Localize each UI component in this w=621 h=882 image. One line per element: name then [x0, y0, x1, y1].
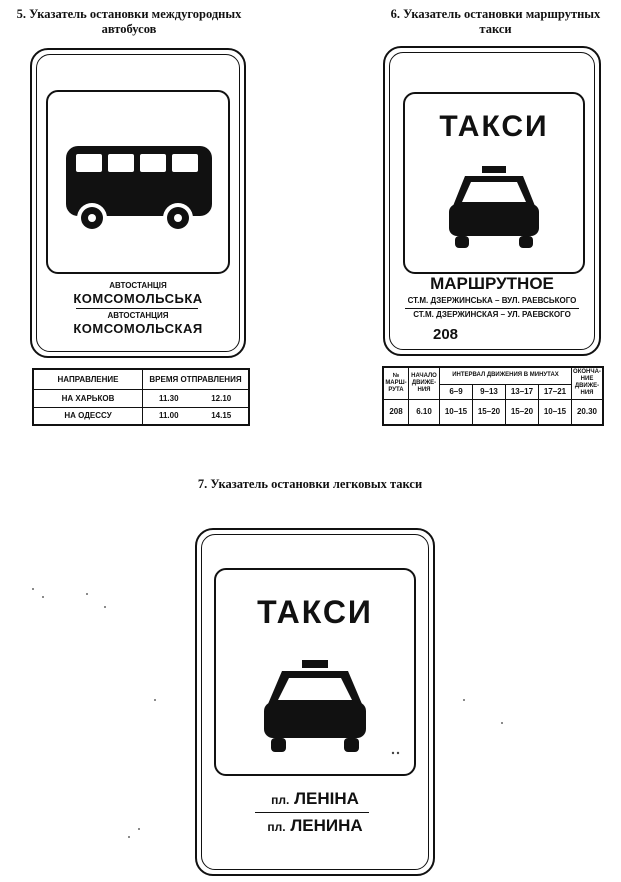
sign-5-name-rus: КОМСОМОЛЬСКАЯ [73, 321, 203, 336]
interval-cell: 10–15 [440, 399, 473, 425]
place-name: ЛЕНІНА [294, 789, 359, 808]
header-text: № [392, 372, 400, 379]
table-row [33, 407, 249, 425]
period-header: 17–21 [538, 384, 571, 399]
place-name-ukr [197, 789, 433, 809]
place-prefix: пл. [271, 793, 290, 807]
pictogram-panel [46, 90, 230, 274]
interval-cell: 15–20 [505, 399, 538, 425]
passenger-taxi-sign [195, 528, 435, 876]
direction-cell: НА ХАРЬКОВ [33, 389, 143, 407]
column-header-direction: НАПРАВЛЕНИЕ [33, 369, 143, 389]
time-cell: 14.15 [195, 407, 250, 425]
time-cell: 11.00 [143, 407, 195, 425]
scan-speck [138, 828, 140, 830]
place-name-rus [197, 816, 433, 836]
taxi-title: ТАКСИ [257, 594, 373, 630]
place-prefix: пл. [267, 820, 286, 834]
departure-table [32, 368, 250, 426]
sign-7-divider [255, 812, 369, 813]
taxi-subtitle: МАРШРУТНОЕ [430, 274, 554, 293]
column-header-start [409, 367, 440, 399]
taxi-icon [216, 570, 414, 774]
header-text: ОКОНЧА- [573, 369, 601, 376]
taxi-icon [405, 94, 583, 272]
direction-cell: НА ОДЕССУ [33, 407, 143, 425]
interval-cell: 15–20 [472, 399, 505, 425]
time-cell: 11.30 [143, 389, 195, 407]
header-text: ДВИЖЕ- [574, 383, 600, 390]
bus-stop-sign [30, 48, 246, 358]
place-name: ЛЕНИНА [290, 816, 363, 835]
header-text: РУТА [388, 386, 404, 393]
column-header-departure-time: ВРЕМЯ ОТПРАВЛЕНИЯ [143, 369, 250, 389]
caption-figure-5-line-2: автобусов [101, 22, 157, 36]
time-cell: 12.10 [195, 389, 250, 407]
header-text: НИЯ [580, 390, 594, 397]
header-text: МАРШ- [385, 379, 407, 386]
scan-speck [32, 588, 34, 590]
sign-5-name-ukr: КОМСОМОЛЬСЬКА [73, 291, 203, 306]
header-text: НИЕ [580, 376, 594, 383]
interval-cell: 10–15 [538, 399, 571, 425]
pictogram-panel [214, 568, 416, 776]
scan-speck [501, 722, 503, 724]
scan-speck [128, 836, 130, 838]
route-name-rus: СТ.М. ДЗЕРЖИНСКАЯ – УЛ. РАЕВСКОГО [413, 310, 571, 319]
caption-figure-5 [0, 7, 258, 37]
period-header: 13–17 [505, 384, 538, 399]
caption-figure-6-line-1: 6. Указатель остановки маршрутных [390, 7, 601, 21]
start-cell: 6.10 [409, 399, 440, 425]
header-text: НИЯ [417, 386, 431, 393]
route-taxi-sign [383, 46, 601, 356]
scan-speck [154, 699, 156, 701]
sign-5-label-rus: АВТОСТАНЦИЯ [107, 311, 169, 320]
pictogram-panel [403, 92, 585, 274]
sign-5-label-ukr: АВТОСТАНЦІЯ [109, 281, 167, 290]
caption-figure-6-line-2: такси [479, 22, 512, 36]
scan-speck [86, 593, 88, 595]
scan-speck [463, 699, 465, 701]
bus-icon [48, 92, 228, 272]
period-header: 9–13 [472, 384, 505, 399]
scan-speck [104, 606, 106, 608]
route-cell: 208 [383, 399, 409, 425]
sign-6-divider [405, 308, 579, 309]
taxi-title: ТАКСИ [439, 110, 549, 143]
route-schedule-table [382, 366, 604, 426]
column-header-route-number [383, 367, 409, 399]
header-text: НАЧАЛО [411, 372, 437, 379]
caption-figure-7: 7. Указатель остановки легковых такси [197, 477, 423, 491]
period-header: 6–9 [440, 384, 473, 399]
end-cell: 20.30 [572, 399, 604, 425]
route-name-ukr: СТ.М. ДЗЕРЖИНСЬКА – ВУЛ. РАЕВСЬКОГО [407, 296, 577, 305]
column-header-end [572, 367, 604, 399]
header-text: ДВИЖЕ- [411, 379, 437, 386]
route-number: 208 [433, 326, 459, 343]
table-row [33, 389, 249, 407]
caption-figure-5-line-1: 5. Указатель остановки междугородных [16, 7, 242, 21]
caption-figure-6 [370, 7, 621, 37]
column-header-interval: ИНТЕРВАЛ ДВИЖЕНИЯ В МИНУТАХ [440, 367, 572, 384]
sign-5-divider [76, 308, 198, 309]
scan-speck [42, 596, 44, 598]
table-row [383, 399, 603, 425]
